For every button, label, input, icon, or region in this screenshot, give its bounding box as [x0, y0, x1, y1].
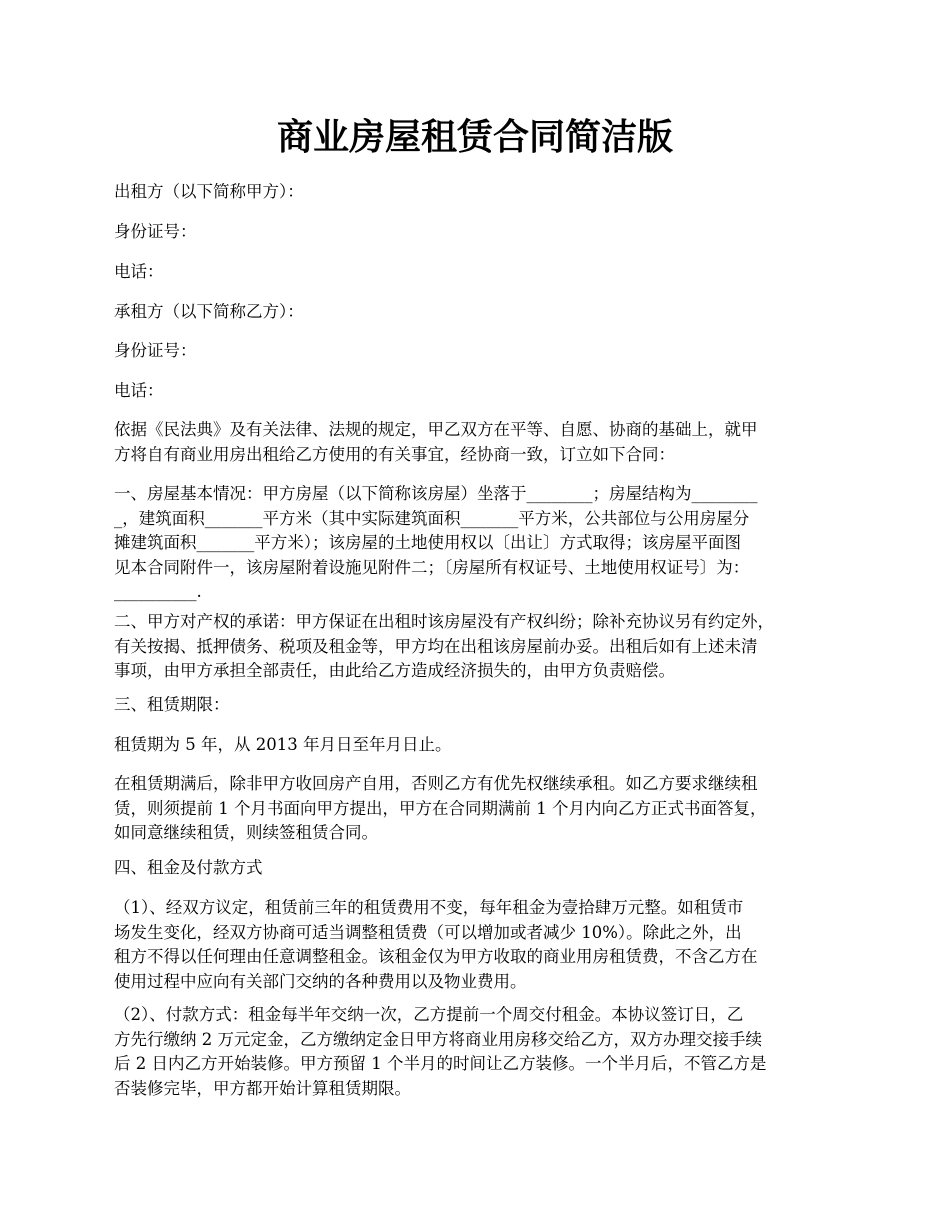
text-line: 租方不得以任何理由任意调整租金。该租金仅为甲方收取的商业用房租赁费，不含乙方在 — [114, 947, 758, 966]
text-line: __________. — [114, 582, 202, 601]
paragraph-section-4-heading — [114, 856, 844, 881]
text-line: 身份证号： — [114, 222, 197, 241]
text-line: 见本合同附件一，该房屋附着设施见附件二；〔房屋所有权证号、土地使用权证号〕为： — [114, 557, 750, 577]
paragraph-lessee-phone — [114, 379, 844, 404]
paragraph-lessee-id — [114, 339, 844, 364]
text-line: 电话： — [114, 262, 164, 281]
text-line: 方将自有商业用房出租给乙方使用的有关事宜，经协商一致，订立如下合同： — [114, 444, 675, 464]
paragraph-lessor-phone — [114, 260, 844, 285]
paragraph-section-3-heading — [114, 693, 844, 718]
text-line: 在租赁期满后，除非甲方收回房产自用，否则乙方有优先权继续承租。如乙方要求继续租 — [114, 774, 758, 793]
paragraph-section-1 — [114, 482, 844, 605]
paragraph-lessor-id — [114, 220, 844, 245]
text-line: 赁，则须提前 1 个月书面向甲方提出，甲方在合同期满前 1 个月内向乙方正式书面答复， — [114, 798, 767, 818]
paragraph-rent-amount — [114, 896, 844, 994]
text-line: 否装修完毕，甲方都开始计算租赁期限。 — [114, 1078, 411, 1098]
text-line: 一、房屋基本情况：甲方房屋（以下简称该房屋）坐落于________；房屋结构为________ — [114, 484, 758, 503]
text-line: _，建筑面积_______平方米（其中实际建筑面积_______平方米，公共部位与公用房屋分 — [114, 508, 750, 528]
text-line: 如同意继续租赁，则续签租赁合同。 — [114, 823, 378, 842]
text-line: 三、租赁期限： — [114, 695, 230, 714]
text-line: （1）、经双方议定，租赁前三年的租赁费用不变，每年租金为壹拾肆万元整。如租赁市 — [114, 898, 744, 917]
paragraph-lease-term — [114, 733, 844, 758]
text-line: 依据《民法典》及有关法律、法规的规定，甲乙双方在平等、自愿、协商的基础上，就甲 — [114, 420, 758, 439]
text-line: 事项，由甲方承担全部责任，由此给乙方造成经济损失的，由甲方负责赔偿。 — [114, 661, 675, 680]
paragraph-preamble — [114, 418, 844, 467]
paragraph-payment-method — [114, 1003, 844, 1101]
text-line: （2）、付款方式：租金每半年交纳一次，乙方提前一个周交付租金。本协议签订日，乙 — [114, 1005, 744, 1024]
text-line: 摊建筑面积_______平方米）；该房屋的土地使用权以〔出让〕方式取得；该房屋平面图 — [114, 533, 741, 552]
document-title: 商业房屋租赁合同简洁版 — [276, 116, 673, 158]
text-line: 使用过程中应向有关部门交纳的各种费用以及物业费用。 — [114, 971, 527, 991]
text-line: 二、甲方对产权的承诺：甲方保证在出租时该房屋没有产权纠纷；除补充协议另有约定外， — [114, 612, 774, 631]
paragraph-renewal — [114, 772, 844, 846]
text-line: 承租方（以下简称乙方）： — [114, 302, 304, 321]
text-line: 有关按揭、抵押债务、税项及租金等，甲方均在出租该房屋前办妥。出租后如有上述未清 — [114, 636, 758, 656]
text-line: 租赁期为 5 年，从 2013 年月日至年月日止。 — [114, 735, 452, 754]
text-line: 场发生变化，经双方协商可适当调整租赁费（可以增加或者减少 10%）。除此之外，出 — [114, 922, 742, 942]
text-line: 方先行缴纳 2 万元定金，乙方缴纳定金日甲方将商业用房移交给乙方，双方办理交接手续 — [114, 1029, 762, 1049]
text-line: 出租方（以下简称甲方）： — [114, 182, 304, 201]
paragraph-lessor — [114, 180, 844, 205]
paragraph-section-2 — [114, 610, 844, 684]
paragraph-lessee — [114, 300, 844, 325]
text-line: 身份证号： — [114, 341, 197, 360]
text-line: 后 2 日内乙方开始装修。甲方预留 1 个半月的时间让乙方装修。一个半月后，不管乙方是 — [114, 1054, 767, 1073]
text-line: 电话： — [114, 381, 164, 400]
text-line: 四、租金及付款方式 — [114, 858, 263, 877]
